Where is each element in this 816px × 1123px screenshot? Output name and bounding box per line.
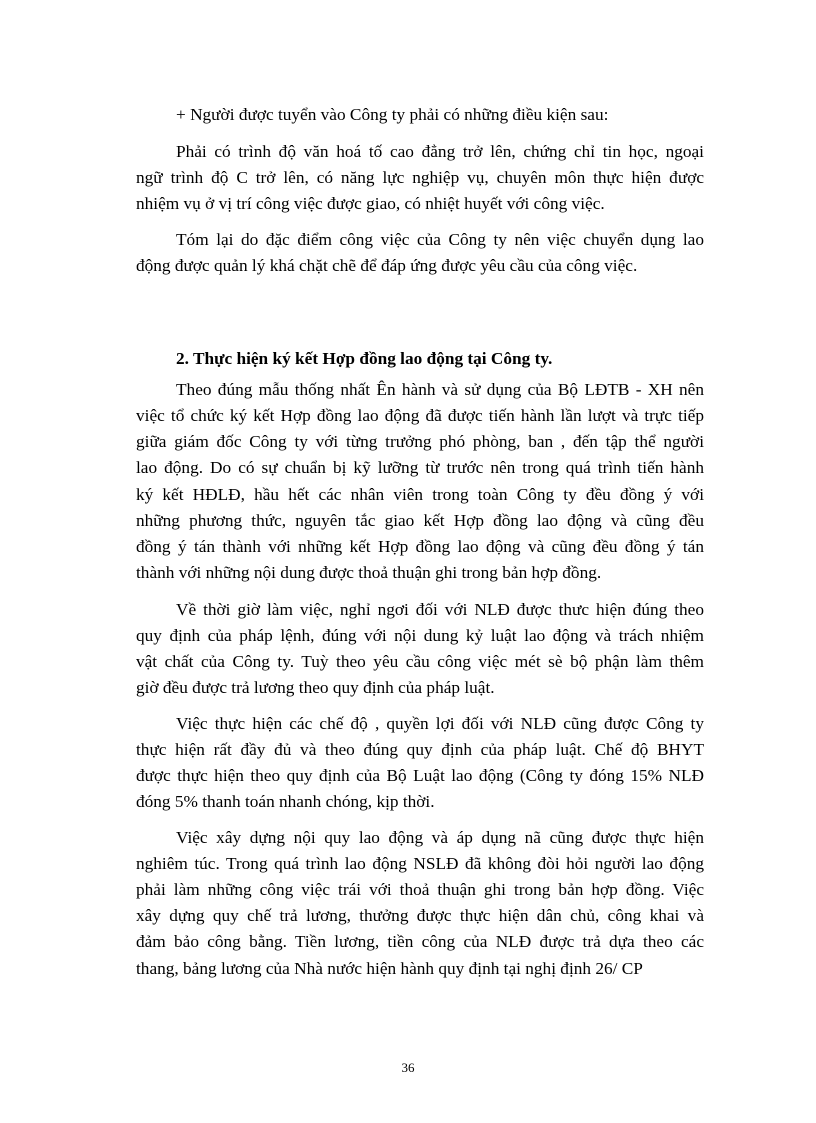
page-number: 36: [401, 1060, 415, 1075]
text-line: thang, bảng lương của Nhà nước hiện hành quy định tại nghị định 26/ CP: [136, 959, 643, 978]
text-line: Việc xây dựng nội quy lao động và áp dụng nã cũng được thực hiện: [176, 828, 704, 847]
text-line: Về thời giờ làm việc, nghỉ ngơi đối với NLĐ được thưc hiện đúng theo: [176, 600, 704, 619]
text-line: xây dựng quy chế trả lương, thưởng được thực hiện dân chủ, công khai và: [136, 906, 704, 925]
text-line: phải làm những công việc trái với thoả thuận ghi trong bản hợp đồng. Việc: [136, 880, 704, 899]
text-line: + Người được tuyển vào Công ty phải có những điều kiện sau:: [176, 105, 609, 124]
text-line: được thực hiện theo quy định của Bộ Luật lao động (Công ty đóng 15% NLĐ: [136, 766, 704, 785]
text-line: vật chất của Công ty. Tuỳ theo yêu cầu công việc mét sè bộ phận làm thêm: [136, 652, 704, 671]
text-line: nghiêm túc. Trong quá trình lao động NSLĐ đã không đòi hỏi người lao động: [136, 854, 704, 873]
section-heading: 2. Thực hiện ký kết Hợp đồng lao động tại Công ty.: [176, 349, 553, 368]
text-line: lao động. Do có sự chuẩn bị kỹ lưỡng từ trước nên trong quá trình tiến hành: [136, 458, 704, 477]
text-line: Theo đúng mẫu thống nhất Ên hành và sử dụng của Bộ LĐTB - XH nên: [176, 380, 704, 399]
text-line: quy định của pháp lệnh, đúng với nội dung kỷ luật lao động và trách nhiệm: [136, 626, 704, 645]
text-line: những phương thức, nguyên tắc giao kết Hợp đồng lao động và cũng đều: [136, 511, 704, 530]
text-line: động được quản lý khá chặt chẽ để đáp ứng được yêu cầu của công việc.: [136, 256, 638, 275]
text-line: Tóm lại do đặc điểm công việc của Công ty nên việc chuyển dụng lao: [176, 230, 704, 249]
text-line: Phải có trình độ văn hoá tố cao đẳng trở lên, chứng chỉ tin học, ngoại: [176, 142, 704, 161]
text-line: ký kết HĐLĐ, hầu hết các nhân viên trong toàn Công ty đều đồng ý với: [136, 485, 704, 504]
text-line: đồng ý tán thành với những kết Hợp đồng lao động và cũng đều đồng ý tán: [136, 537, 704, 556]
text-line: thực hiện rất đầy đủ và theo đúng quy định của pháp luật. Chế độ BHYT: [136, 740, 704, 759]
text-line: giữa giám đốc Công ty với từng trưởng phó phòng, ban , đến tập thể người: [136, 432, 704, 451]
text-line: ngữ trình độ C trở lên, có năng lực nghiệp vụ, chuyên môn thực hiện được: [136, 168, 704, 187]
text-line: nhiệm vụ ở vị trí công việc được giao, có nhiệt huyết với công việc.: [136, 194, 605, 213]
text-line: đảm bảo công bằng. Tiền lương, tiền công của NLĐ được trả dựa theo các: [136, 932, 704, 951]
text-line: giờ đều được trả lương theo quy định của pháp luật.: [136, 678, 495, 697]
text-line: việc tổ chức ký kết Hợp đồng lao động đã được tiến hành lần lượt và trực tiếp: [136, 406, 704, 425]
text-line: đóng 5% thanh toán nhanh chóng, kịp thời.: [136, 792, 435, 811]
text-line: thành với những nội dung được thoả thuận ghi trong bản hợp đồng.: [136, 563, 602, 582]
text-line: Việc thực hiện các chế độ , quyền lợi đối với NLĐ cũng được Công ty: [176, 714, 704, 733]
